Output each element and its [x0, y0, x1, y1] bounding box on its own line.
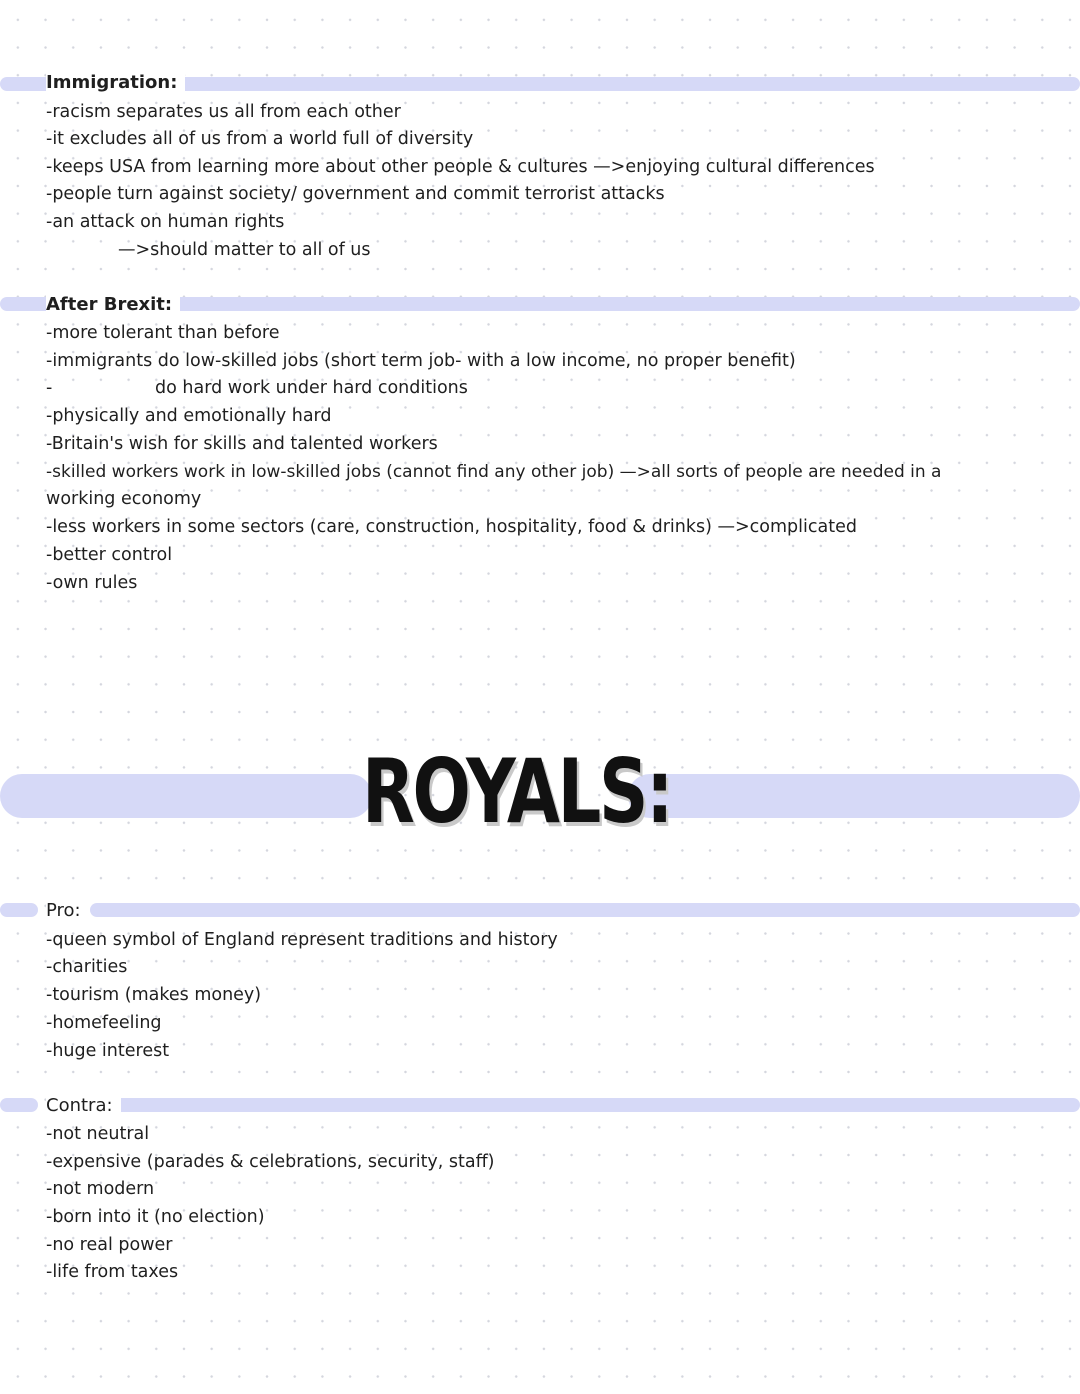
pro-line-1: -queen symbol of England represent traditions and history [46, 930, 558, 950]
pro-highlight-band [90, 903, 1080, 917]
contra-line-5: -no real power [46, 1235, 173, 1255]
contra-line-2: -expensive (parades & celebrations, security, staff) [46, 1152, 495, 1172]
immigration-line-2: -it excludes all of us from a world full of diversity [46, 129, 474, 149]
after-brexit-line-10: -own rules [46, 573, 138, 593]
royals-highlight-band-left [0, 774, 372, 818]
immigration-line-3: -keeps USA from learning more about other people & cultures —>enjoying cultural differences [46, 157, 875, 177]
pro-line-2: -charities [46, 957, 128, 977]
after-brexit-highlight-band [172, 297, 1080, 311]
royals-title: ROYALS: [362, 740, 672, 843]
immigration-line-1: -racism separates us all from each other [46, 102, 401, 122]
after-brexit-line-7: working economy [46, 489, 202, 509]
after-brexit-line-1: -more tolerant than before [46, 323, 280, 343]
after-brexit-heading: After Brexit: [46, 294, 180, 316]
after-brexit-line-3-text: do hard work under hard conditions [155, 378, 468, 398]
after-brexit-line-8: -less workers in some sectors (care, construction, hospitality, food & drinks) —>complicated [46, 517, 857, 537]
immigration-line-4: -people turn against society/ government and commit terrorist attacks [46, 184, 665, 204]
after-brexit-line-5: -Britain's wish for skills and talented workers [46, 434, 438, 454]
contra-highlight-band-left [0, 1098, 38, 1112]
contra-line-3: -not modern [46, 1179, 155, 1199]
contra-line-4: -born into it (no election) [46, 1207, 265, 1227]
after-brexit-line-4: -physically and emotionally hard [46, 406, 332, 426]
after-brexit-line-6: -skilled workers work in low-skilled jobs (cannot find any other job) —>all sorts of people are needed in a [46, 462, 942, 482]
after-brexit-line-3-dash: - [46, 378, 53, 398]
pro-line-5: -huge interest [46, 1041, 170, 1061]
immigration-line-6: —>should matter to all of us [118, 240, 371, 260]
contra-highlight-band [112, 1098, 1080, 1112]
royals-highlight-band-right [628, 774, 1080, 818]
contra-line-6: -life from taxes [46, 1262, 179, 1282]
pro-heading: Pro: [46, 900, 89, 922]
immigration-heading: Immigration: [46, 72, 185, 94]
immigration-line-5: -an attack on human rights [46, 212, 285, 232]
after-brexit-line-9: -better control [46, 545, 173, 565]
after-brexit-line-2: -immigrants do low-skilled jobs (short term job- with a low income, no proper benefit) [46, 351, 796, 371]
pro-line-4: -homefeeling [46, 1013, 162, 1033]
pro-highlight-band-left [0, 903, 38, 917]
contra-heading: Contra: [46, 1095, 121, 1117]
pro-line-3: -tourism (makes money) [46, 985, 262, 1005]
contra-line-1: -not neutral [46, 1124, 150, 1144]
